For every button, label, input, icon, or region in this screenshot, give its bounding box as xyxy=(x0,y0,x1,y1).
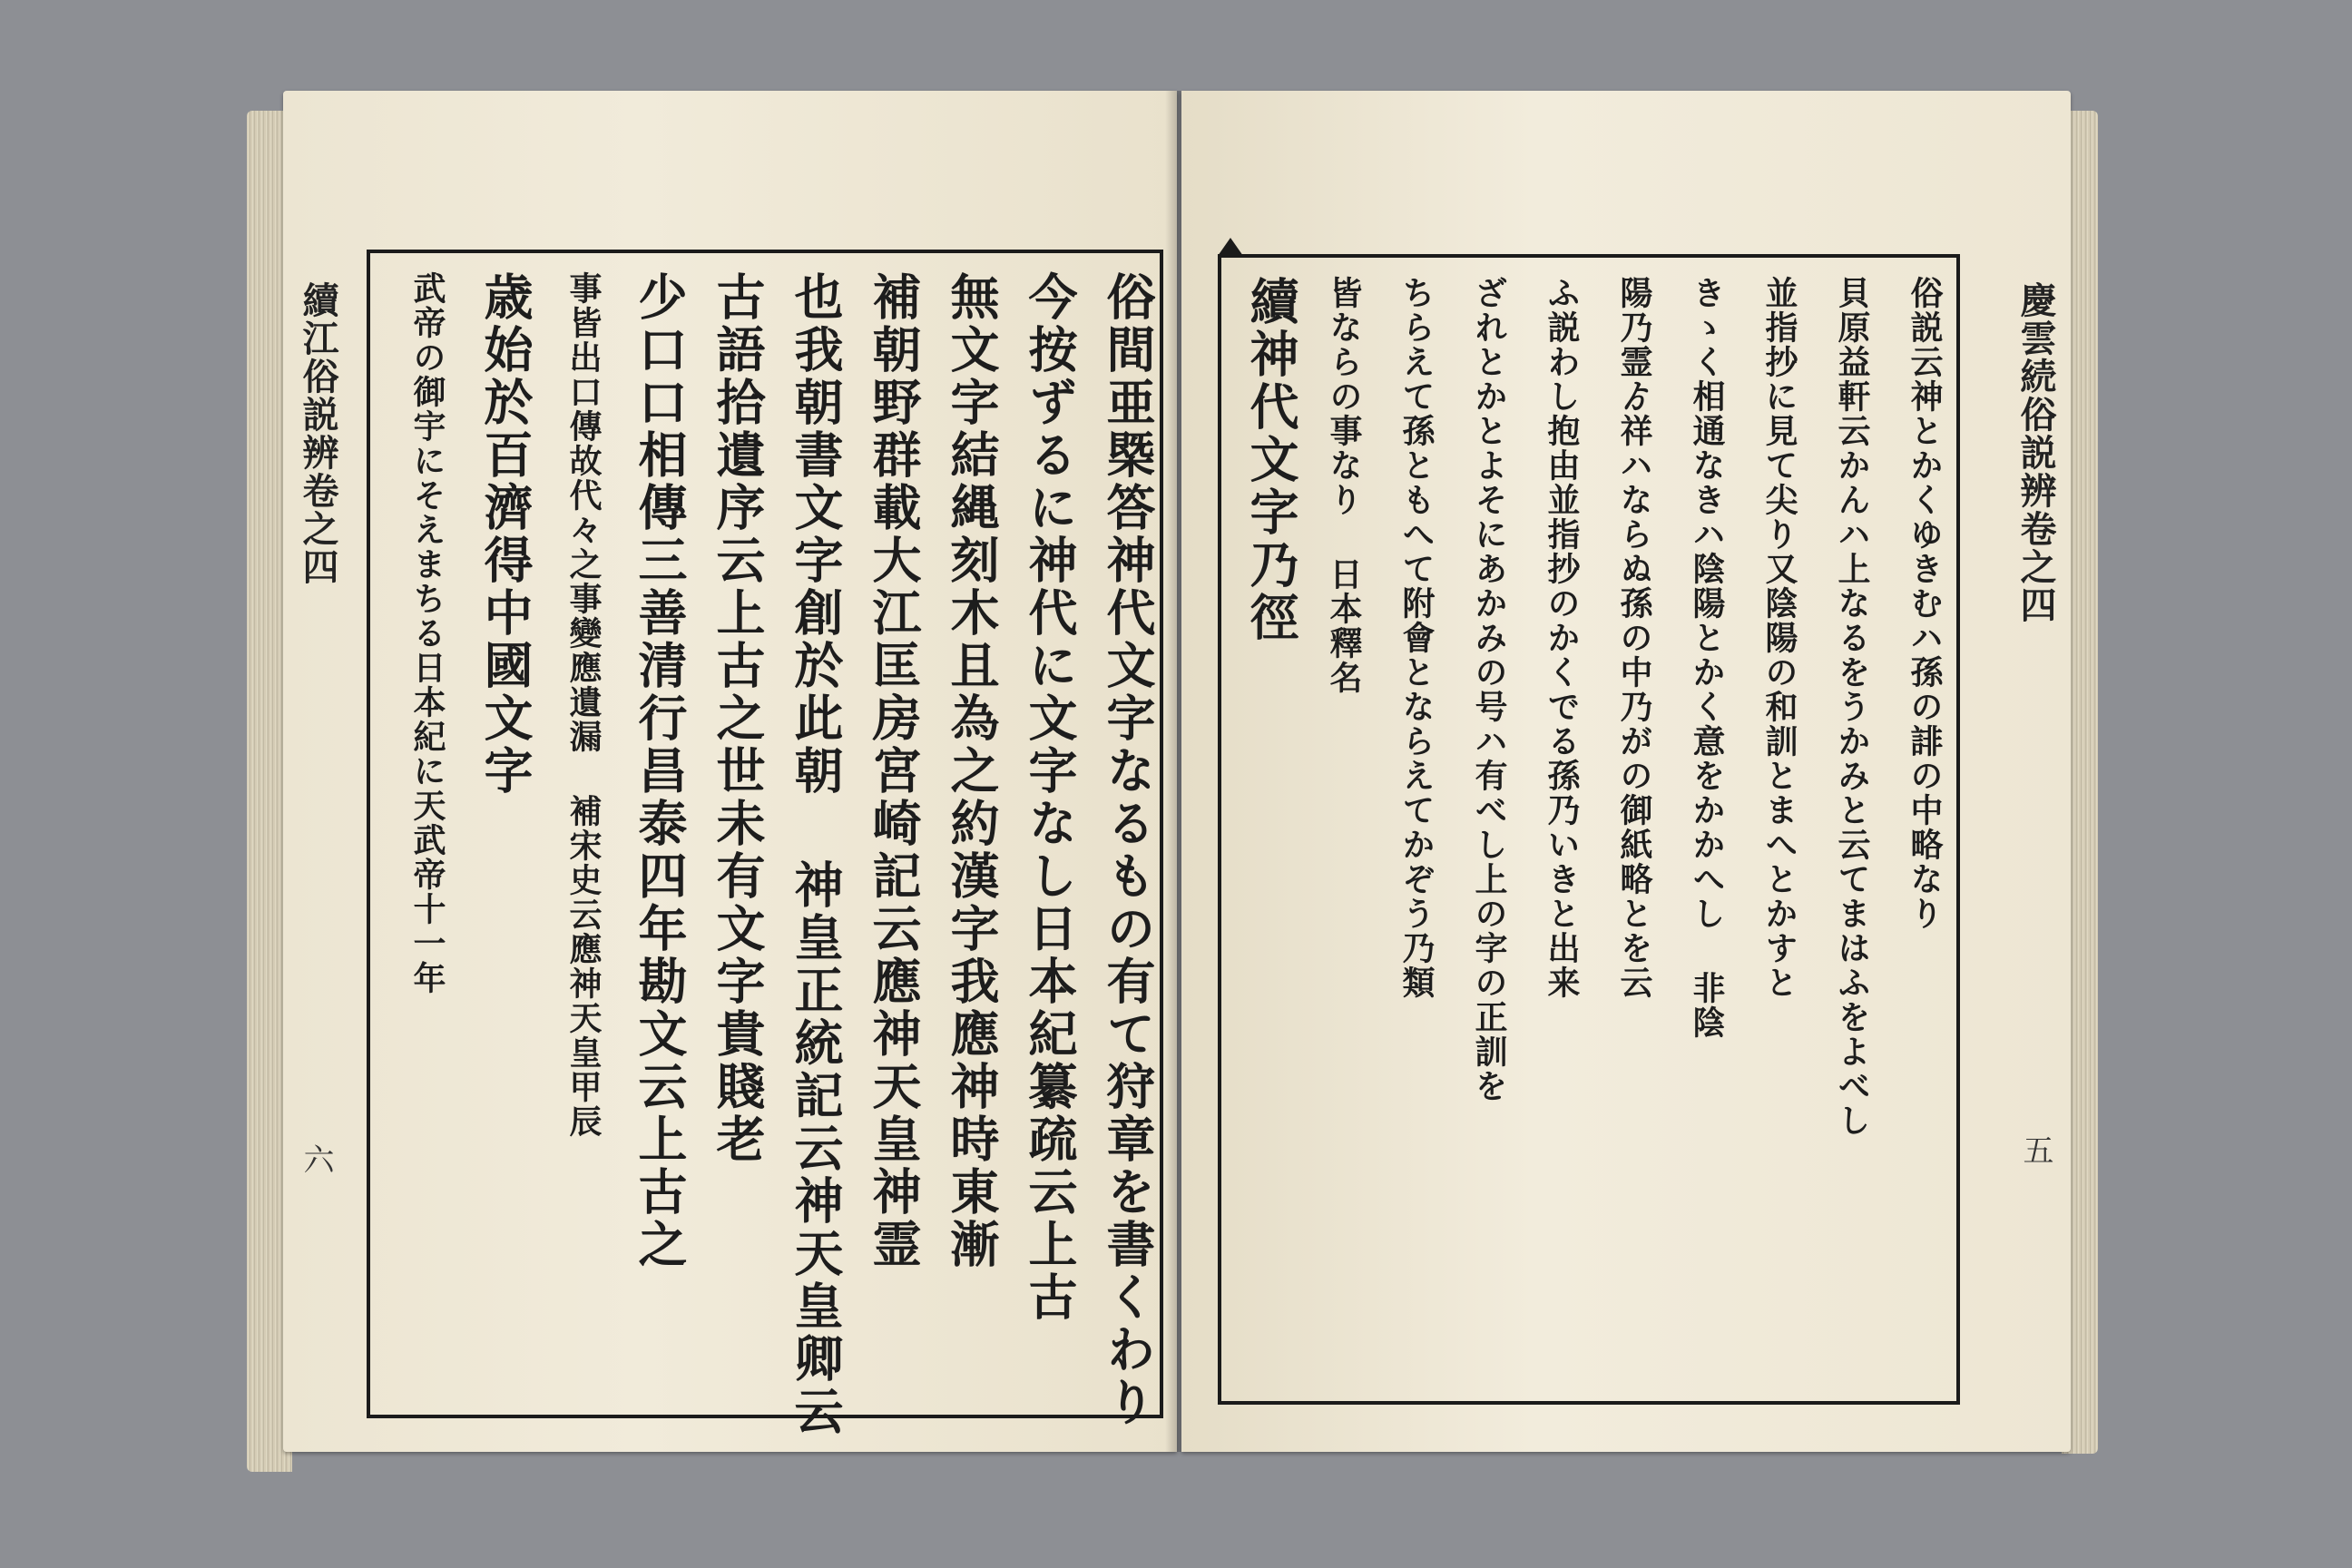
left-column-5: 也我朝書文字創於此朝 神皇正統記云神天皇卿云 xyxy=(787,271,845,1438)
open-book xyxy=(247,91,2098,1479)
right-page xyxy=(1181,91,2071,1452)
left-column-6: 古語拾遺序云上古之世未有文字貴賤老 xyxy=(709,271,767,1166)
left-margin-title: 續江俗説辨卷之四 xyxy=(297,281,339,586)
right-column-6: ふ説わし抱由並指抄のかくでる孫乃いきと出来 xyxy=(1543,276,1581,1000)
right-column-4: きゝく相通なきハ陰陽とかく意をかかへし 非陰 xyxy=(1688,276,1726,1040)
right-column-3: 並指抄に見て尖り又陰陽の和訓とまへとかすと xyxy=(1760,276,1798,1000)
left-column-3: 無文字結縄刻木且為之約漢字我應神時東漸 xyxy=(943,271,1001,1271)
right-text-frame xyxy=(1218,254,1960,1405)
right-column-8: ちらえて孫ともへて附會とならえてかぞう乃類 xyxy=(1397,276,1436,1000)
left-column-4: 補朝野群載大江匡房宮崎記云應神天皇神霊 xyxy=(865,271,923,1271)
right-column-10: 續神代文字乃徑 xyxy=(1242,276,1300,644)
right-column-1: 俗説云神とかくゆきむハ孫の誹の中略なり xyxy=(1906,276,1944,931)
left-column-9: 歳始於百濟得中國文字 xyxy=(476,271,534,798)
left-column-1: 俗間亜槩答神代文字なるもの有て狩章を書くわり xyxy=(1099,271,1157,1429)
right-folio: 五 xyxy=(2017,1134,2053,1165)
left-column-10: 武帝の御宇にそえまちる日本紀に天武帝十一年 xyxy=(408,271,446,995)
left-column-8: 事皆出口傳故代々之事變應遺漏 補宋史云應神天皇甲辰 xyxy=(564,271,603,1139)
left-folio: 六 xyxy=(298,1143,334,1174)
left-column-2: 今按ずるに神代に文字なし日本紀纂疏云上古 xyxy=(1021,271,1079,1324)
right-column-9: 皆ならの事なり 日本釋名 xyxy=(1325,276,1363,695)
right-column-5: 陽乃霊ゟ祥ハならぬ孫の中乃がの御紙略とを云 xyxy=(1615,276,1653,1000)
left-page xyxy=(283,91,1177,1452)
right-margin-title: 慶雲続俗説辨卷之四 xyxy=(2014,281,2057,624)
right-column-7: ざれとかとよそにあかみの号ハ有べし上の字の正訓を xyxy=(1470,276,1508,1103)
left-text-frame xyxy=(367,250,1163,1438)
left-column-7: 少口口相傳三善清行昌泰四年勘文云上古之 xyxy=(631,271,689,1271)
section-mark-icon xyxy=(1218,238,1243,256)
right-column-2: 貝原益軒云かんハ上なるをうかみと云てまはふをよべし xyxy=(1833,276,1871,1138)
